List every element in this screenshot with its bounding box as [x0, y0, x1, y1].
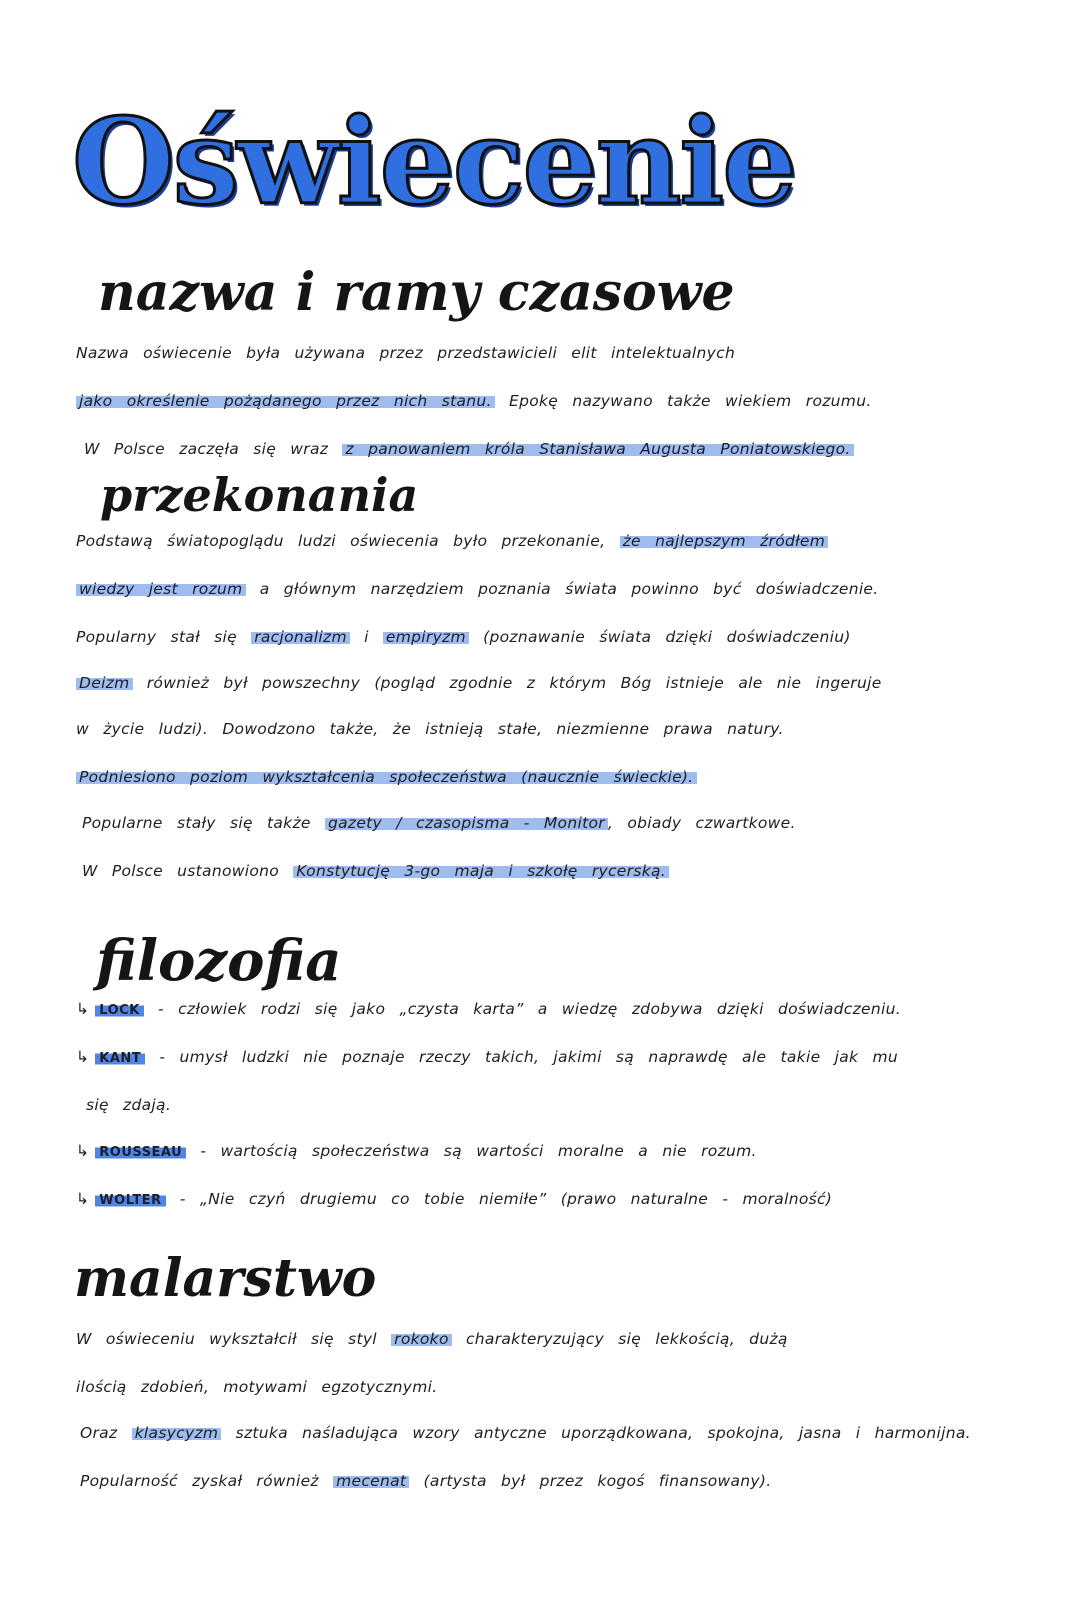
text-line — [76, 764, 1016, 790]
text-line — [76, 1374, 1016, 1400]
text-span: Podstawą światopoglądu ludzi oświecenia było przekonanie, — [76, 532, 606, 550]
text-span: Epokę nazywano także wiekiem rozumu. — [508, 392, 872, 410]
text-line — [82, 858, 1022, 884]
text-span: Nazwa oświecenie była używana przez przedstawicieli elit intelektualnych — [76, 344, 736, 362]
section-heading-painting: malarstwo — [74, 1248, 377, 1309]
text-span: W Polsce ustanowiono — [82, 862, 280, 880]
text-line — [76, 1044, 1016, 1070]
text-span: a głównym narzędziem poznania świata powinno być doświadczenie. — [259, 580, 879, 598]
text-span: Popularny stał się — [76, 628, 237, 646]
text-line — [76, 528, 1016, 554]
text-span: (poznawanie świata dzięki doświadczeniu) — [483, 628, 851, 646]
text-span: w życie ludzi). Dowodzono także, że istnieją stałe, niezmienne prawa natury. — [76, 720, 784, 738]
highlight-name: KANT — [95, 1051, 145, 1066]
text-line — [76, 670, 1016, 696]
text-span: również był powszechny (pogląd zgodnie z którym Bóg istnieje ale nie ingeruje — [146, 674, 882, 692]
text-span: Popularne stały się także — [82, 814, 311, 832]
text-span: W Polsce zaczęła się wraz — [84, 440, 329, 458]
highlight: Konstytucję 3-go maja i szkołę rycerską. — [293, 862, 669, 880]
text-line — [76, 1326, 1016, 1352]
title-text: Oświecenie — [72, 92, 796, 231]
highlight: Deizm — [76, 674, 133, 692]
section-heading-beliefs: przekonania — [100, 468, 419, 522]
highlight: jako określenie pożądanego przez nich stanu. — [76, 392, 495, 410]
text-line — [76, 340, 1016, 366]
highlight: klasycyzm — [132, 1424, 222, 1442]
highlight: wiedzy jest rozum — [76, 580, 246, 598]
section-heading-name-and-time: nazwa i ramy czasowe — [98, 262, 735, 323]
arrow-icon: ↳ — [76, 1142, 90, 1160]
section-heading-philosophy: filozofia — [96, 928, 342, 994]
text-line — [84, 436, 1024, 462]
highlight-name: WOLTER — [95, 1193, 165, 1208]
text-span: się zdają. — [86, 1096, 172, 1114]
text-line — [76, 1138, 1016, 1164]
text-span: Popularność zyskał również — [80, 1472, 319, 1490]
text-line — [76, 716, 1016, 742]
highlight: mecenat — [333, 1472, 409, 1490]
text-line — [80, 1468, 1020, 1494]
text-span: , obiady czwartkowe. — [607, 814, 796, 832]
text-span: Oraz — [80, 1424, 118, 1442]
text-line — [80, 1420, 1020, 1446]
highlight: rokoko — [391, 1330, 452, 1348]
highlight: z panowaniem króla Stanisława Augusta Poniatowskiego. — [342, 440, 853, 458]
text-line — [82, 810, 1022, 836]
arrow-icon: ↳ — [76, 1000, 90, 1018]
highlight: Podniesiono poziom wykształcenia społeczeństwa (naucznie świeckie). — [76, 768, 697, 786]
text-line — [76, 1186, 1016, 1212]
text-line — [76, 624, 1016, 650]
text-span: sztuka naśladująca wzory antyczne uporządkowana, spokojna, jasna i harmonijna. — [235, 1424, 971, 1442]
text-span: - umysł ludzki nie poznaje rzeczy takich, jakimi są naprawdę ale takie jak mu — [159, 1048, 899, 1066]
arrow-icon: ↳ — [76, 1048, 90, 1066]
text-span: - człowiek rodzi się jako „czysta karta” a wiedzę zdobywa dzięki doświadczeniu. — [158, 1000, 901, 1018]
page-title — [72, 92, 796, 232]
highlight: gazety / czasopisma - Monitor — [325, 814, 608, 832]
text-span: charakteryzujący się lekkością, dużą — [465, 1330, 788, 1348]
highlight-name: ROUSSEAU — [95, 1145, 186, 1160]
text-span: - „Nie czyń drugiemu co tobie niemiłe” (prawo naturalne - moralność) — [179, 1190, 833, 1208]
highlight: racjonalizm — [251, 628, 350, 646]
highlight: empiryzm — [383, 628, 469, 646]
text-line — [76, 996, 1016, 1022]
arrow-icon: ↳ — [76, 1190, 90, 1208]
text-line — [76, 576, 1016, 602]
text-span: - wartością społeczeństwa są wartości moralne a nie rozum. — [200, 1142, 757, 1160]
text-span: (artysta był przez kogoś finansowany). — [423, 1472, 772, 1490]
text-span: ilością zdobień, motywami egzotycznymi. — [76, 1378, 438, 1396]
text-line — [76, 388, 1016, 414]
text-span: i — [364, 628, 369, 646]
text-span: W oświeceniu wykształcił się styl — [76, 1330, 377, 1348]
highlight: że najlepszym źródłem — [620, 532, 829, 550]
text-line — [86, 1092, 1026, 1118]
highlight-name: LOCK — [95, 1003, 144, 1018]
